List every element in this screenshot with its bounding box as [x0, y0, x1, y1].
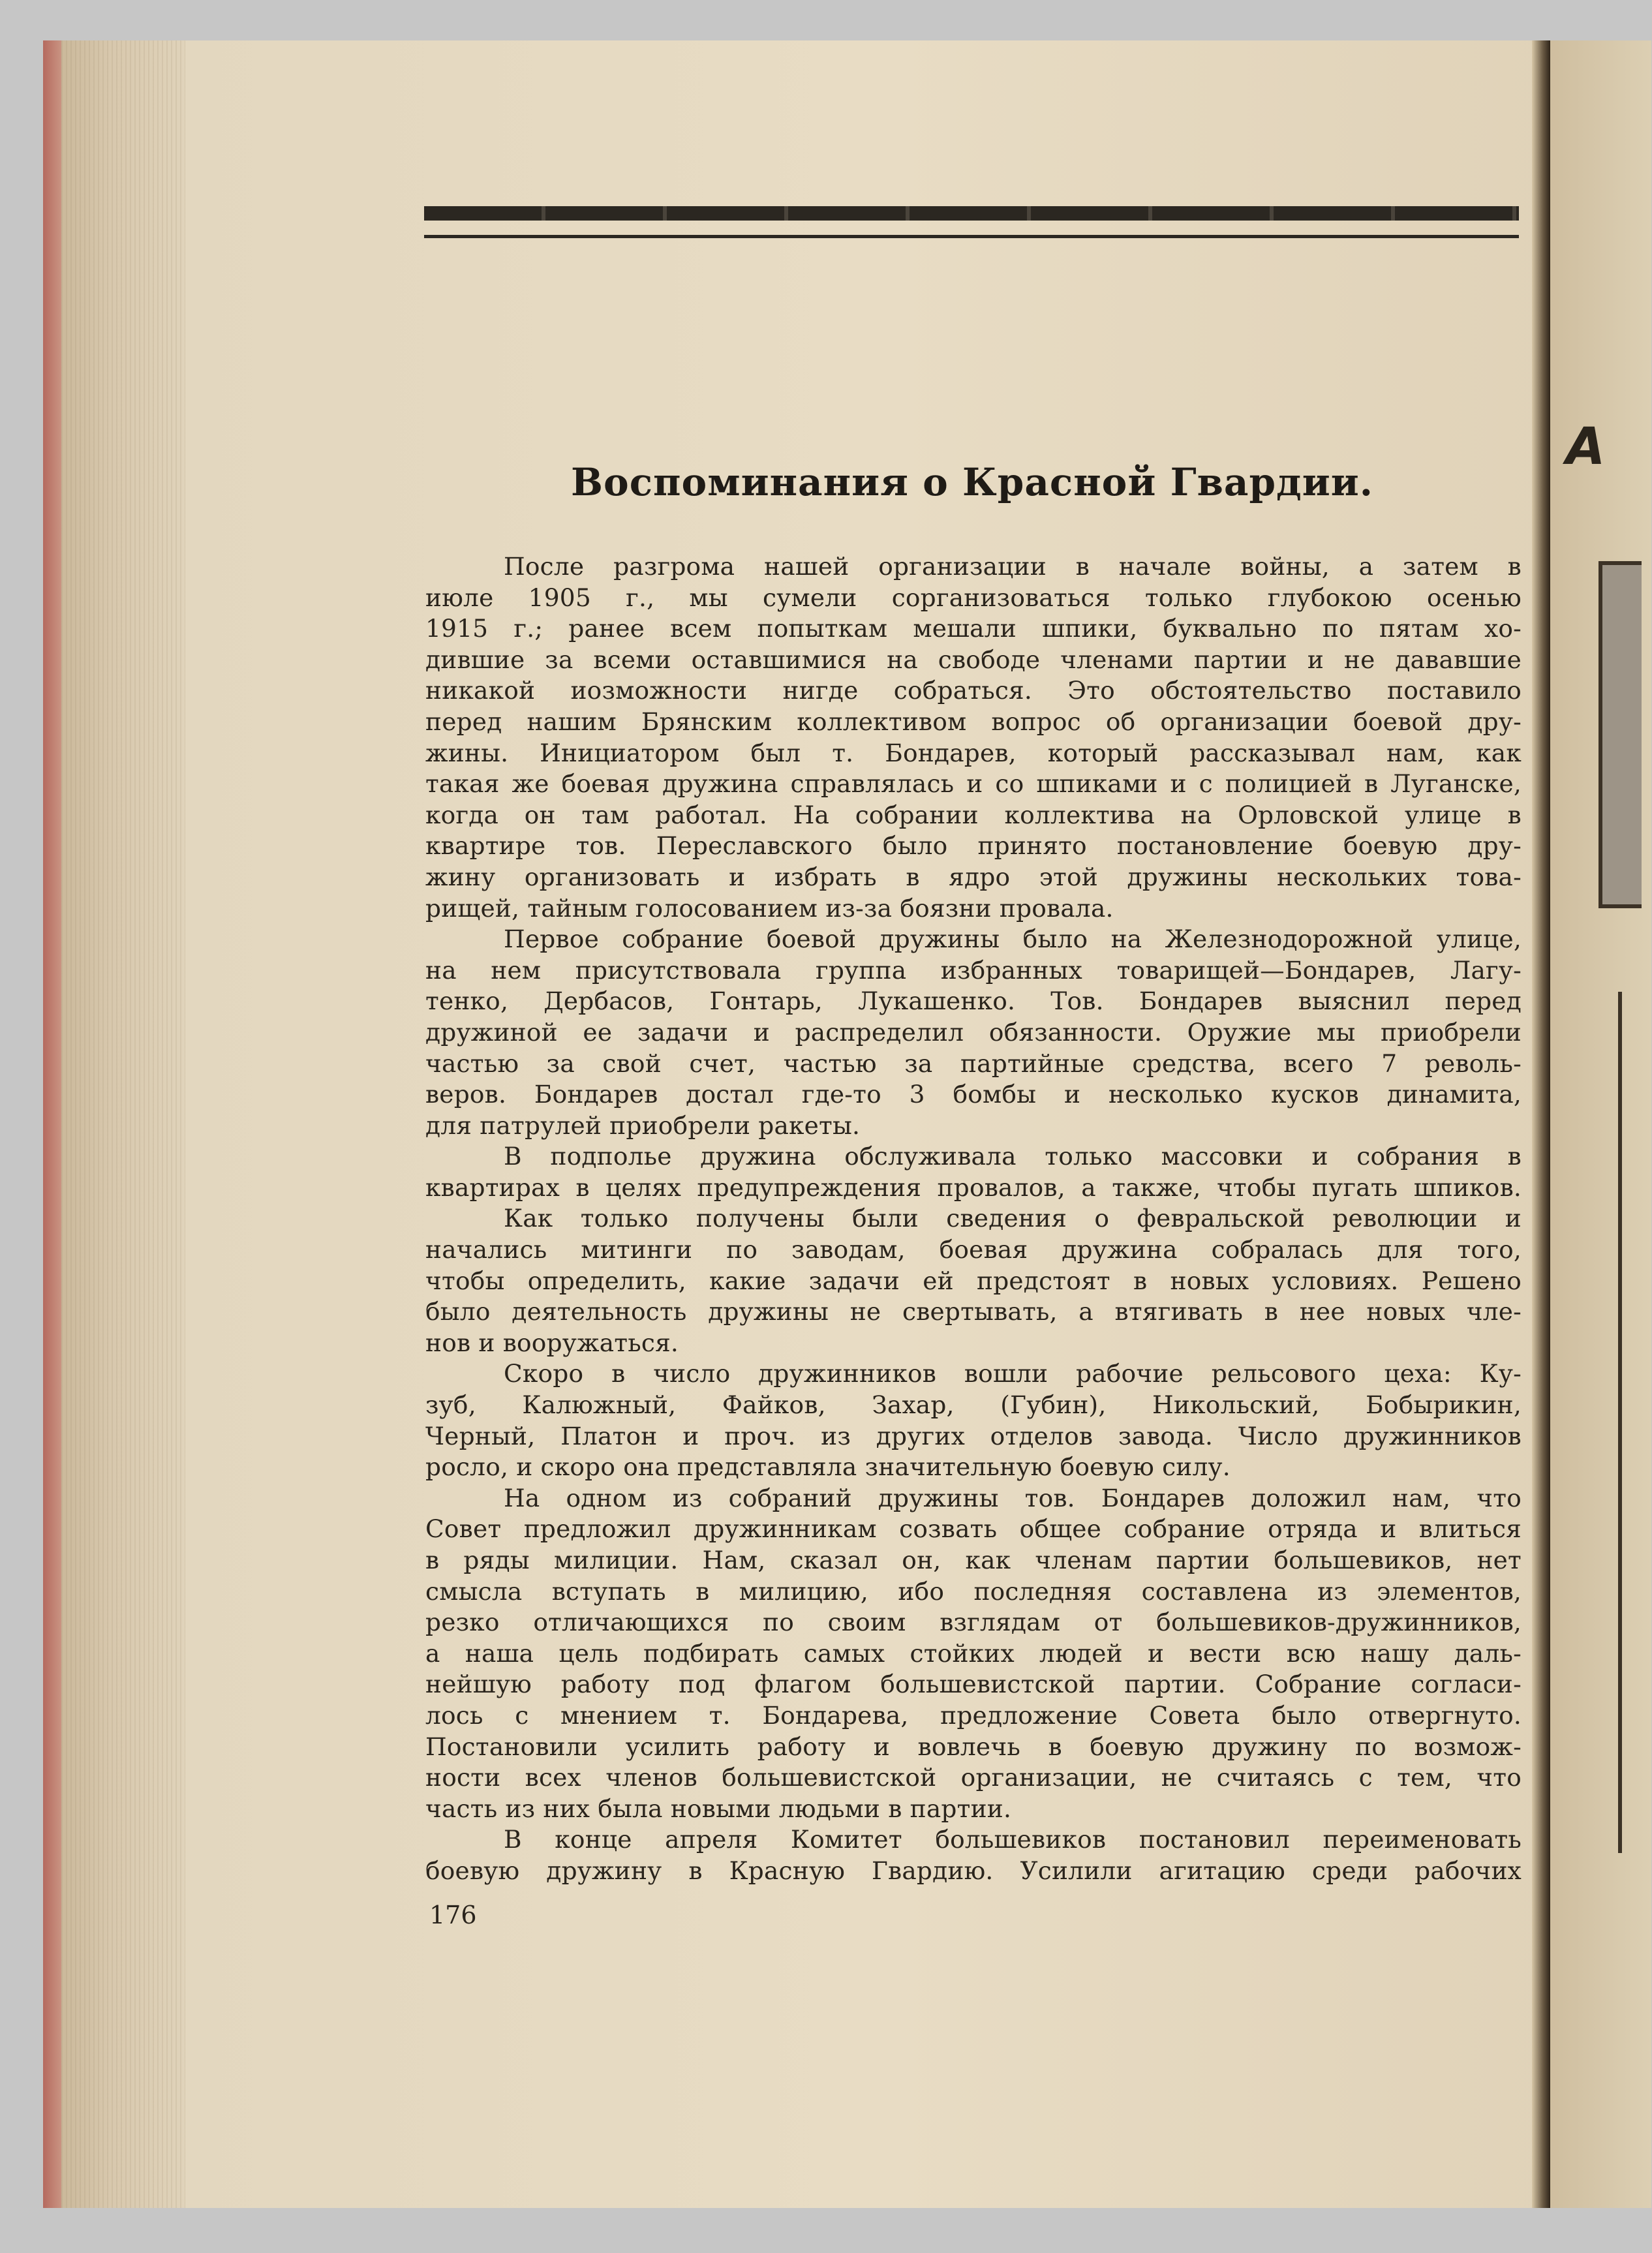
text-line: для патрулей приобрели ракеты.: [425, 1111, 861, 1140]
text-line: тенко, Дербасов, Гонтарь, Лукашенко. Тов. Бондарев выяснил перед: [425, 987, 1522, 1016]
text-line: лось с мнением т. Бондарева, предложение Совета было отвергнуто.: [425, 1700, 1522, 1730]
text-line: 1915 г.; ранее всем попыткам мешали шпики, буквально по пятам хо-: [425, 614, 1522, 643]
text-line: Черный, Платон и проч. из других отделов завода. Число дружинников: [425, 1421, 1522, 1450]
text-line: перед нашим Брянским коллективом вопрос об организации боевой дру-: [425, 707, 1522, 736]
page-edges-left: [61, 40, 185, 2208]
text-line: никакой иозможности нигде собраться. Это обстоятельство поставило: [425, 676, 1522, 705]
text-line: Как только получены были сведения о февральской революции и: [504, 1204, 1522, 1233]
text-line: Первое собрание боевой дружины было на Железнодорожной улице,: [504, 925, 1522, 954]
text-line: веров. Бондарев достал где-то 3 бомбы и несколько кусков динамита,: [425, 1080, 1522, 1109]
text-line: После разгрома нашей организации в начале войны, а затем в: [504, 552, 1522, 581]
text-line: часть из них была новыми людьми в партии.: [425, 1794, 1012, 1823]
text-line: на нем присутствовала группа избранных товарищей—Бондарев, Лагу-: [425, 955, 1522, 985]
text-line: жину организовать и избрать в ядро этой дружины нескольких това-: [425, 862, 1522, 891]
text-line: июле 1905 г., мы сумели сорганизоваться только глубокою осенью: [425, 583, 1522, 612]
article-body: [425, 551, 1522, 1887]
text-line: смысла вступать в милицию, ибо последняя составлена из элементов,: [425, 1576, 1522, 1606]
text-line: боевую дружину в Красную Гвардию. Усилили агитацию среди рабочих: [425, 1856, 1522, 1885]
text-line: На одном из собраний дружины тов. Бондарев доложил нам, что: [504, 1483, 1522, 1512]
page-number: 176: [429, 1901, 477, 1929]
text-line: было деятельность дружины не свертывать, а втягивать в нее новых чле-: [425, 1297, 1522, 1326]
text-line: росло, и скоро она представляла значительную боевую силу.: [425, 1452, 1231, 1482]
text-line: Постановили усилить работу и вовлечь в боевую дружину по возмож-: [425, 1732, 1522, 1761]
text-line: ности всех членов большевистской организации, не считаясь с тем, что: [425, 1763, 1522, 1792]
text-line: в ряды милиции. Нам, сказал он, как членам партии большевиков, нет: [425, 1546, 1522, 1574]
text-line: когда он там работал. На собрании коллектива на Орловской улице в: [425, 800, 1522, 829]
text-line: Совет предложил дружинникам созвать общее собрание отряда и влиться: [425, 1514, 1522, 1544]
text-line: В подполье дружина обслуживала только массовки и собрания в: [504, 1142, 1522, 1171]
adjacent-page-illustration-frame: [1598, 561, 1642, 908]
text-line: дившие за всеми оставшимися на свободе членами партии и не дававшие: [425, 645, 1522, 674]
article-title: Воспоминания о Красной Гвардии.: [571, 460, 1373, 504]
text-line: частью за свой счет, частью за партийные средства, всего 7 револь-: [425, 1049, 1522, 1078]
red-book-spine: [43, 40, 61, 2208]
text-line: дружиной ее задачи и распределил обязанности. Оружие мы приобрели: [425, 1017, 1522, 1047]
text-line: а наша цель подбирать самых стойких людей и вести всю нашу даль-: [425, 1638, 1522, 1668]
text-line: чтобы определить, какие задачи ей предстоят в новых условиях. Решено: [425, 1266, 1522, 1295]
header-rule-heavy: [424, 206, 1519, 221]
text-line: В конце апреля Комитет большевиков постановил переименовать: [504, 1825, 1522, 1854]
text-line: нов и вооружаться.: [425, 1328, 679, 1357]
text-line: жины. Инициатором был т. Бондарев, который рассказывал нам, как: [425, 738, 1522, 767]
text-line: такая же боевая дружина справлялась и со шпиками и с полицией в Луганске,: [425, 769, 1522, 799]
book-binding-gutter: [1532, 40, 1550, 2208]
text-line: начались митинги по заводам, боевая дружина собралась для того,: [425, 1235, 1522, 1264]
text-line: зуб, Калюжный, Файков, Захар, (Губин), Никольский, Бобырикин,: [425, 1390, 1522, 1420]
text-line: квартире тов. Переславского было принято постановление боевую дру-: [425, 831, 1522, 861]
text-line: нейшую работу под флагом большевистской партии. Собрание согласи-: [425, 1670, 1522, 1699]
adjacent-page-illustration-frame-lower: [1618, 992, 1648, 1853]
text-line: рищей, тайным голосованием из-за боязни провала.: [425, 893, 1114, 923]
adjacent-page-letter: А: [1566, 418, 1606, 476]
text-line: Скоро в число дружинников вошли рабочие рельсового цеха: Ку-: [504, 1359, 1522, 1388]
text-line: резко отличающихся по своим взглядам от большевиков-дружинников,: [425, 1608, 1522, 1637]
text-line: квартирах в целях предупреждения провалов, а также, чтобы пугать шпиков.: [425, 1172, 1522, 1202]
header-rule-thin: [424, 235, 1519, 238]
